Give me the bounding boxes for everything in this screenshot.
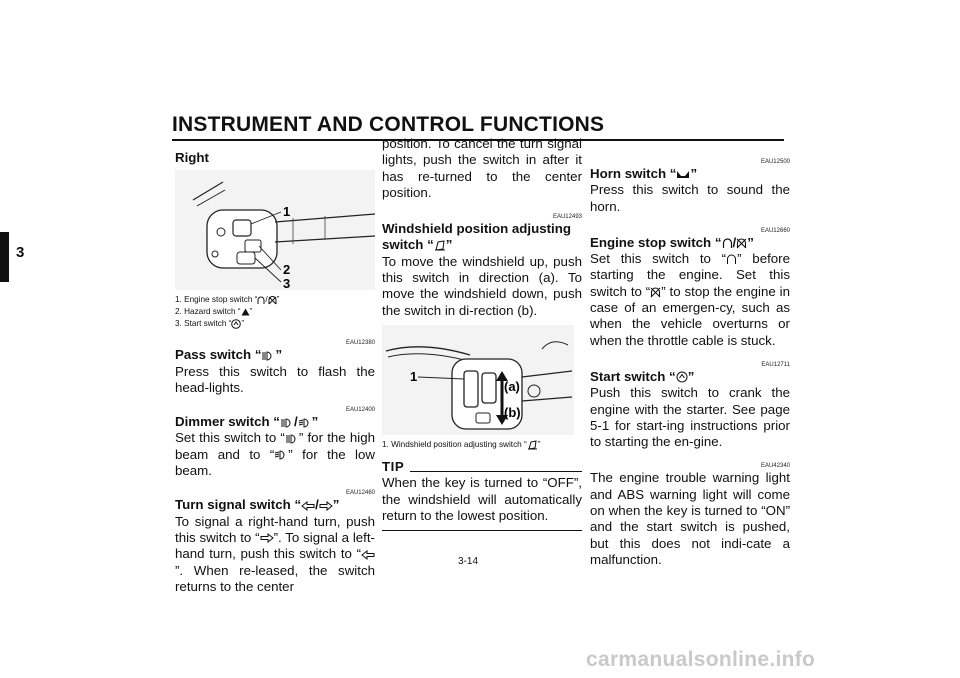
body-dimmer-switch: Set this switch to “ ” for the high beam and to “ ” for the low beam.: [175, 430, 376, 479]
body-windshield: To move the windshield up, push this switch in direction (a). To move the windshield down, push the switch in di-rection (b).: [382, 253, 582, 318]
section-tab-number: 3: [16, 244, 25, 261]
tip-body: When the key is turned to “OFF”, the windshield will automatically return to the lowest position.: [382, 475, 582, 523]
left-arrow-icon: [361, 550, 375, 560]
code-dimmer: EAU12400: [345, 407, 375, 414]
callout-1: 1: [283, 204, 291, 220]
right-arrow-icon: [319, 501, 333, 511]
label-direction-b: (b): [504, 404, 521, 420]
horn-icon: [676, 169, 690, 179]
section-heading-right: Right: [175, 150, 209, 165]
code-engine-stop: EAU12660: [760, 227, 790, 234]
body-turn-continued: position. To cancel the turn signal lights, push the switch in after it has re-turned to the center position.: [382, 136, 582, 200]
low-beam-icon: [274, 450, 288, 460]
code-windshield: EAU12493: [552, 214, 582, 221]
page-number: 3-14: [458, 556, 479, 567]
tip-label: TIP: [382, 458, 405, 474]
code-pass: EAU12380: [345, 340, 375, 347]
heading-dimmer-switch: Dimmer switch “ / ”: [175, 414, 319, 430]
engine-stop-icon: [650, 287, 661, 298]
start-icon: [676, 371, 688, 383]
code-horn: EAU12500: [760, 159, 790, 165]
body-warning-lights: The engine trouble warning light and ABS warning light will come on when the key is turned to “ON” and the start switch is pushed, but this does not indi-cate a malfunction.: [590, 470, 790, 567]
heading-pass-switch: Pass switch “ ”: [175, 347, 283, 363]
caption-start: 3. Start switch “ ”: [175, 319, 245, 329]
heading-turn-switch: Turn signal switch “ / ”: [175, 497, 340, 513]
label-direction-a: (a): [504, 378, 520, 394]
section-tab: [0, 232, 9, 282]
watermark: carmanualsonline.info: [586, 648, 816, 671]
windshield-icon: [527, 440, 538, 450]
callout-2: 2: [283, 262, 291, 278]
body-start-switch: Push this switch to crank the engine with the starter. See page 5-1 for start-ing instructions prior to starting the en-gine.: [590, 385, 790, 450]
high-beam-icon: [261, 351, 275, 361]
body-turn-switch: To signal a right-hand turn, push this switch to “ ”. To signal a left-hand turn, push this switch to “”. When re-leased, the switch returns to the center: [175, 513, 375, 594]
windshield-switch-figure: [382, 325, 574, 435]
caption-engine-stop: 1. Engine stop switch “ / ”: [175, 295, 280, 305]
engine-run-icon: [257, 296, 265, 305]
start-icon: [231, 319, 241, 329]
windshield-switch-illustration: [382, 325, 574, 435]
code-start: EAU12711: [761, 361, 790, 368]
callout-1: 1: [410, 368, 418, 384]
page-title: INSTRUMENT AND CONTROL FUNCTIONS: [172, 113, 605, 136]
tip-heading: [382, 459, 582, 475]
heading-start-switch: Start switch “ ”: [590, 368, 695, 384]
heading-horn-switch: Horn switch “ ”: [590, 166, 698, 181]
engine-run-icon: [726, 254, 737, 265]
body-engine-stop-switch: Set this switch to “ ” before starting the engine. Set this switch to “ ” to stop the engine in case of an emergen-cy, such as when the vehicle overturns or when the throttle cable is stuck.: [590, 251, 791, 348]
code-warning: EAU42340: [760, 463, 790, 470]
body-horn-switch: Press this switch to sound the horn.: [590, 182, 790, 214]
heading-engine-stop-switch: Engine stop switch “ / ”: [590, 234, 754, 250]
windshield-icon: [434, 240, 446, 251]
right-handlebar-figure: [175, 170, 375, 290]
right-arrow-icon: [260, 533, 274, 543]
high-beam-icon: [280, 418, 294, 428]
column-right: [590, 158, 790, 568]
high-beam-icon: [285, 434, 299, 444]
heading-windshield-line1: Windshield position adjusting: [382, 221, 571, 237]
low-beam-icon: [298, 418, 312, 428]
left-arrow-icon: [301, 501, 315, 511]
column-left: [175, 150, 375, 595]
engine-stop-icon: [736, 238, 747, 249]
engine-run-icon: [722, 238, 733, 249]
caption-windshield: 1. Windshield position adjusting switch “ ”: [382, 439, 541, 449]
right-handlebar-illustration: [175, 170, 375, 290]
caption-hazard: 2. Hazard switch “ ”: [175, 307, 253, 317]
column-middle: [382, 136, 582, 531]
hazard-icon: [241, 308, 250, 316]
code-turn: EAU12460: [345, 490, 375, 497]
engine-stop-icon: [268, 296, 277, 305]
body-pass-switch: Press this switch to flash the head-lights.: [175, 363, 375, 395]
callout-3: 3: [283, 276, 291, 291]
tip-rule-bottom: [382, 530, 582, 531]
tip-rule-top: [410, 471, 582, 472]
heading-windshield-line2: switch “ ”: [382, 237, 453, 253]
